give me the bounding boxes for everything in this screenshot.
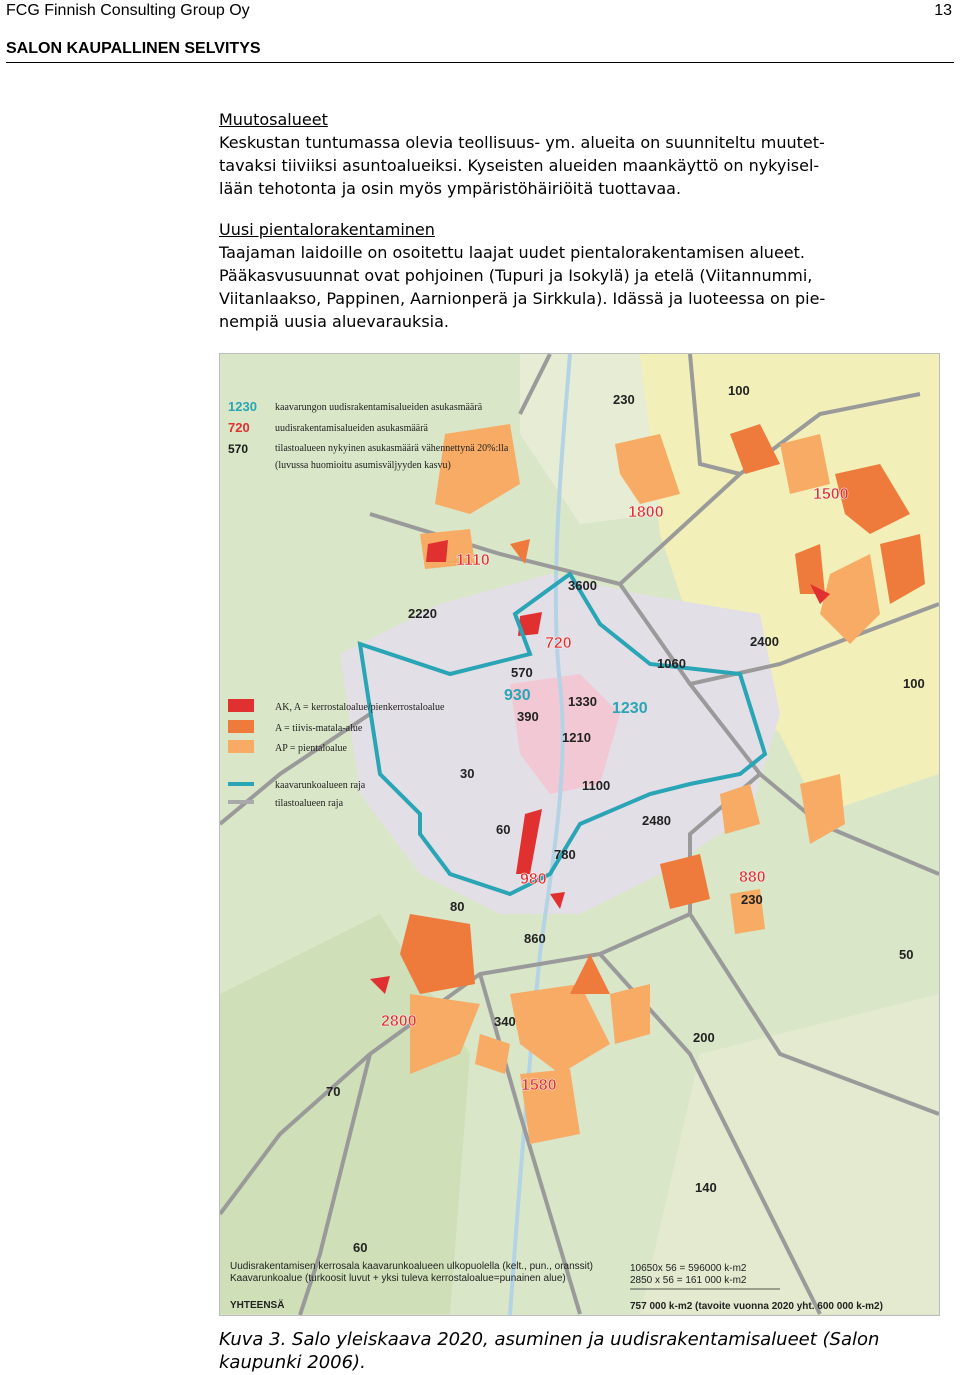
map-label: 100 xyxy=(728,383,750,398)
legend-text: kaavarunkoalueen raja xyxy=(275,780,366,791)
summary-total-label: YHTEENSÄ xyxy=(230,1300,285,1311)
legend-text: AK, A = kerrostaloalue/pienkerrostaloalue xyxy=(275,702,445,713)
legend-text: kaavarungon uudisrakentamisalueiden asukasmäärä xyxy=(275,402,483,413)
pientalo-area xyxy=(610,984,650,1044)
paragraph-line: lään tehotonta ja osin myös ympäristöhäiriöitä tuottavaa. xyxy=(219,179,682,198)
map-label: 860 xyxy=(524,931,546,946)
map-label: 2400 xyxy=(750,634,779,649)
map-label: 780 xyxy=(554,847,576,862)
page-number: 13 xyxy=(934,2,952,19)
legend-text: tilastoalueen raja xyxy=(275,798,344,809)
paragraph-line: Taajaman laidoille on osoitettu laajat uudet pientalorakentamisen alueet. xyxy=(219,243,805,262)
map-label-red: 1580 xyxy=(521,1077,557,1094)
map-label-red: 2800 xyxy=(381,1013,417,1030)
map-label: 60 xyxy=(353,1240,368,1255)
land-use-map xyxy=(219,353,940,1316)
map-label: 1330 xyxy=(568,694,597,709)
legend-swatch xyxy=(228,740,254,753)
map-label: 390 xyxy=(517,709,539,724)
map-label: 200 xyxy=(693,1030,715,1045)
map-label: 2480 xyxy=(642,813,671,828)
map-label: 230 xyxy=(741,892,763,907)
legend-value: 720 xyxy=(228,420,250,435)
header-rule xyxy=(6,62,954,63)
legend-value: 1230 xyxy=(228,399,257,414)
legend-text: AP = pientaloalue xyxy=(275,743,347,754)
paragraph-line: Viitanlaakso, Pappinen, Aarnionperä ja Sirkkula). Idässä ja luoteessa on pie- xyxy=(219,289,826,308)
legend-swatch xyxy=(228,699,254,712)
paragraph-line: Pääkasvusuunnat ovat pohjoinen (Tupuri ja Isokylä) ja etelä (Viitannummi, xyxy=(219,266,813,285)
paragraph-line: nempiä uusia aluevarauksia. xyxy=(219,312,449,331)
map-label: 30 xyxy=(460,766,475,781)
summary-total-value: 757 000 k-m2 (tavoite vuonna 2020 yht. 600 000 k-m2) xyxy=(630,1301,883,1312)
legend-text: tilastoalueen nykyinen asukasmäärä vähennettynä 20%:lla xyxy=(275,443,509,454)
map-label-teal: 930 xyxy=(504,687,531,704)
map-label: 70 xyxy=(326,1084,341,1099)
map-label-red: 1500 xyxy=(813,486,849,503)
legend-value: 570 xyxy=(228,442,249,456)
map-label: 140 xyxy=(695,1180,717,1195)
caption-line: Kuva 3. Salo yleiskaava 2020, asuminen ja uudisrakentamisalueet (Salon xyxy=(219,1329,880,1350)
summary-calc: 10650x 56 = 596000 k-m2 xyxy=(630,1263,747,1274)
map-label: 230 xyxy=(613,392,635,407)
map-label: 570 xyxy=(511,665,533,680)
company-name: FCG Finnish Consulting Group Oy xyxy=(6,2,250,19)
map-label: 2220 xyxy=(408,606,437,621)
map-label-red: 1110 xyxy=(456,552,490,569)
map-label-red: 1800 xyxy=(628,504,664,521)
section-uusi-pientalorakentaminen xyxy=(219,218,949,333)
paragraph-line: Keskustan tuntumassa olevia teollisuus- ym. alueita on suunniteltu muutet- xyxy=(219,133,825,152)
map-label: 3600 xyxy=(568,578,597,593)
legend-swatch xyxy=(228,720,254,733)
section-heading: Uusi pientalorakentaminen xyxy=(219,220,435,239)
paragraph-line: tavaksi tiiviiksi asuntoalueiksi. Kyseisten alueiden maankäyttö on nykyisel- xyxy=(219,156,820,175)
map-label-red: 720 xyxy=(545,635,572,652)
summary-line: Uudisrakentamisen kerrosala kaavarunkoalueen ulkopuolella (kelt., pun., oranssit) xyxy=(230,1261,593,1272)
caption-line: kaupunki 2006). xyxy=(219,1352,366,1373)
map-label: 1100 xyxy=(582,778,611,793)
map-label: 60 xyxy=(496,822,511,837)
map-label-red: 980 xyxy=(520,871,547,888)
legend-text: A = tiivis-matala-alue xyxy=(275,723,363,734)
document-title: SALON KAUPALLINEN SELVITYS xyxy=(6,40,261,57)
legend-note: (luvussa huomioitu asumisväljyyden kasvu) xyxy=(275,460,451,471)
map-label: 1210 xyxy=(562,730,591,745)
section-muutosalueet xyxy=(219,108,949,200)
section-heading: Muutosalueet xyxy=(219,110,328,129)
summary-calc: 2850 x 56 = 161 000 k-m2 xyxy=(630,1275,747,1286)
map-svg xyxy=(220,354,939,1315)
map-label: 1060 xyxy=(657,656,686,671)
summary-line: Kaavarunkoalue (turkoosit luvut + yksi tuleva kerrostaloalue=punainen alue) xyxy=(230,1273,566,1284)
map-label: 340 xyxy=(494,1014,516,1029)
map-label: 50 xyxy=(899,947,914,962)
map-label-teal: 1230 xyxy=(612,700,648,717)
legend-text: uudisrakentamisalueiden asukasmäärä xyxy=(275,423,428,434)
map-label: 80 xyxy=(450,899,465,914)
map-label: 100 xyxy=(903,676,925,691)
map-label-red: 880 xyxy=(739,869,766,886)
figure-caption xyxy=(219,1328,939,1374)
